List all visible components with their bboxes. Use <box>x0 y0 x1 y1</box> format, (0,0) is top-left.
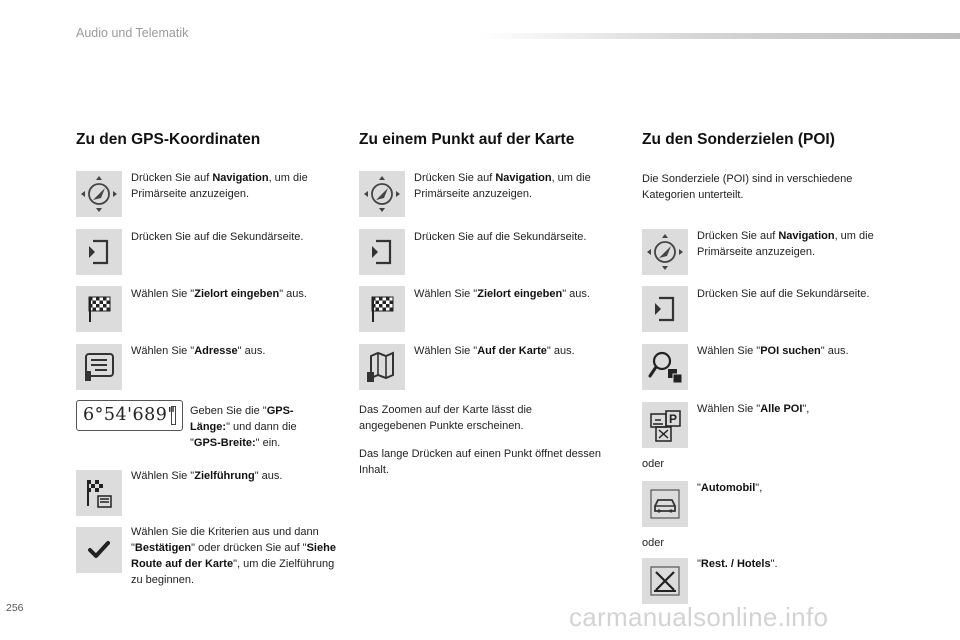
step-text: Wählen Sie "Adresse" aus. <box>131 345 266 357</box>
intro-text: Die Sonderziele (POI) sind in verschiedene Kategorien unterteilt. <box>642 173 853 201</box>
step-text: Geben Sie die "GPS-Länge:" und dann die "GPS-Breite:" ein. <box>190 405 297 449</box>
step-text: Drücken Sie auf die Sekundärseite. <box>131 231 304 243</box>
navigation-dial-icon <box>642 229 688 275</box>
or-label: oder <box>642 458 665 470</box>
route-guidance-flag-icon <box>76 470 122 516</box>
restaurant-hotel-icon <box>642 558 688 604</box>
step-text: Drücken Sie auf Navigation, um die Primärseite anzuzeigen. <box>131 172 308 200</box>
poi-search-icon <box>642 344 688 390</box>
step-text: Drücken Sie auf die Sekundärseite. <box>697 288 870 300</box>
navigation-dial-icon <box>76 171 122 217</box>
watermark: carmanualsonline.info <box>569 602 829 632</box>
checkmark-icon <box>76 527 122 573</box>
step-text: "Automobil", <box>697 482 763 494</box>
secondary-page-icon <box>359 229 405 275</box>
svg-text:P: P <box>669 412 678 426</box>
checkered-flag-icon <box>359 286 405 332</box>
step-text: Wählen Sie "Zielführung" aus. <box>131 470 283 482</box>
page-number: 256 <box>6 602 24 614</box>
checkered-flag-icon <box>76 286 122 332</box>
all-poi-icon <box>642 402 688 448</box>
step-text: "Rest. / Hotels". <box>697 558 778 570</box>
step-text: Wählen Sie "Zielort eingeben" aus. <box>414 288 590 300</box>
section-title-poi: Zu den Sonderzielen (POI) <box>642 131 835 148</box>
address-keyboard-icon <box>76 344 122 390</box>
note-text: Das lange Drücken auf einen Punkt öffnet dessen Inhalt. <box>359 448 601 476</box>
or-label: oder <box>642 537 665 549</box>
step-text: Wählen Sie "Auf der Karte" aus. <box>414 345 575 357</box>
step-text: Drücken Sie auf Navigation, um die Primärseite anzuzeigen. <box>697 230 874 258</box>
secondary-page-icon <box>642 286 688 332</box>
navigation-dial-icon <box>359 171 405 217</box>
step-text: Wählen Sie "POI suchen" aus. <box>697 345 849 357</box>
step-text: Wählen Sie "Alle POI", <box>697 403 810 415</box>
step-text: Wählen Sie "Zielort eingeben" aus. <box>131 288 307 300</box>
note-text: Das Zoomen auf der Karte lässt die angegebenen Punkte erscheinen. <box>359 404 533 432</box>
header-title: Audio und Telematik <box>76 26 189 40</box>
step-text: Drücken Sie auf die Sekundärseite. <box>414 231 587 243</box>
section-title-map: Zu einem Punkt auf der Karte <box>359 131 575 148</box>
secondary-page-icon <box>76 229 122 275</box>
map-hand-icon <box>359 344 405 390</box>
header-bar <box>480 33 960 39</box>
step-text: Wählen Sie die Kriterien aus und dann "Bestätigen" oder drücken Sie auf "Siehe Route auf der Karte", um die Zielführung zu beginnen. <box>131 526 336 586</box>
car-icon <box>642 481 688 527</box>
step-text: Drücken Sie auf Navigation, um die Primärseite anzuzeigen. <box>414 172 591 200</box>
coordinates-display: 6°54'689" <box>76 400 183 431</box>
section-title-gps: Zu den GPS-Koordinaten <box>76 131 261 148</box>
